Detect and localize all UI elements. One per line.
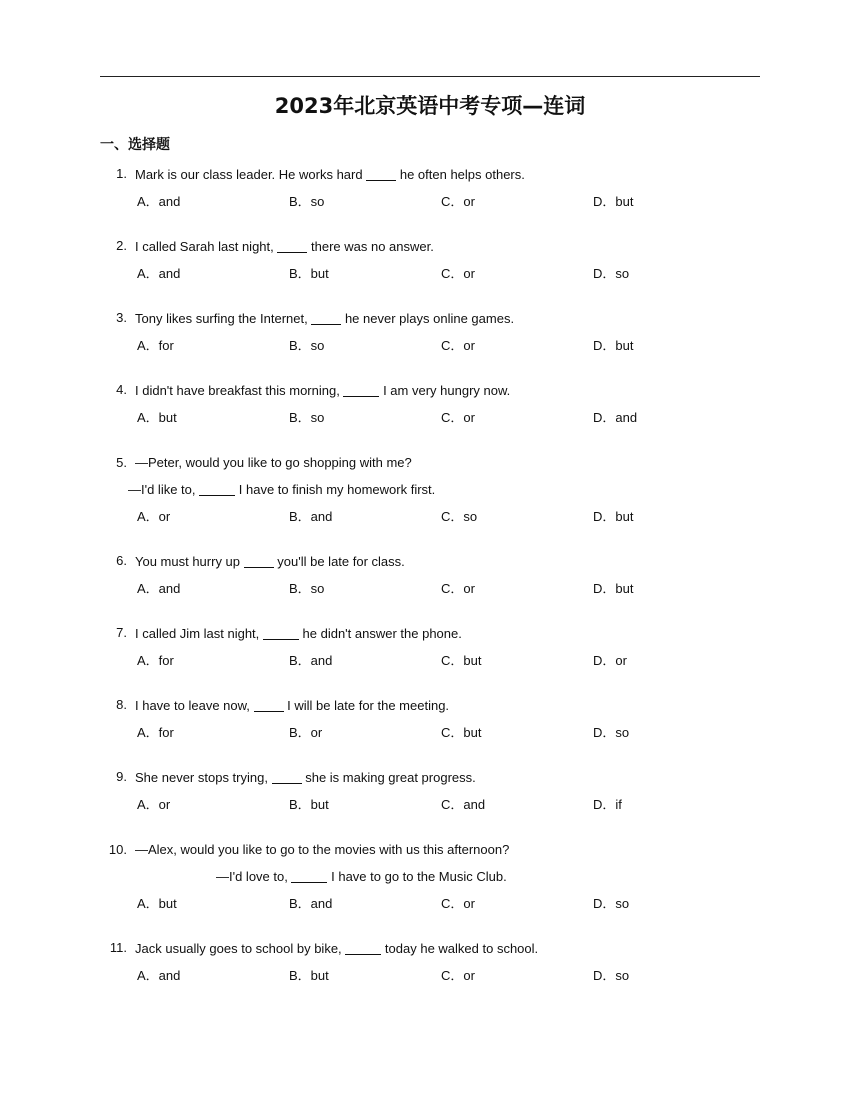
option-b[interactable]: B．but (289, 266, 329, 281)
answer-blank (199, 481, 235, 496)
option-d[interactable]: D．so (593, 266, 630, 281)
question-stem (135, 697, 449, 713)
stem-text: You must hurry up (135, 554, 241, 569)
question-number: 6. (116, 553, 127, 568)
option-a[interactable]: A．but (137, 410, 177, 425)
question-number: 3. (116, 310, 127, 325)
stem-text: I have to go to the Music Club. (331, 869, 507, 884)
answer-blank (263, 625, 299, 640)
option-c[interactable]: C．and (441, 797, 486, 812)
stem-text: he often helps others. (399, 167, 525, 182)
option-c[interactable]: C．or (441, 338, 475, 353)
answer-blank (366, 166, 396, 181)
question-number: 2. (116, 238, 127, 253)
stem-text: I have to finish my homework first. (238, 482, 436, 497)
question-stem (135, 940, 538, 956)
question-number: 9. (116, 769, 127, 784)
question-stem (128, 481, 435, 497)
stem-text: —I'd love to, (216, 869, 288, 884)
option-c[interactable]: C．or (441, 968, 475, 983)
question-number: 1. (116, 166, 127, 181)
answer-blank (254, 697, 284, 712)
header-rule (100, 76, 760, 77)
answer-blank (343, 382, 379, 397)
stem-text: Jack usually goes to school by bike, (135, 941, 342, 956)
option-b[interactable]: B．so (289, 410, 325, 425)
answer-blank (272, 769, 302, 784)
option-c[interactable]: C．or (441, 581, 475, 596)
option-a[interactable]: A．for (137, 653, 174, 668)
option-c[interactable]: C．but (441, 725, 482, 740)
stem-text: today he walked to school. (384, 941, 539, 956)
stem-text: —Peter, would you like to go shopping with me? (135, 455, 412, 470)
question-stem (135, 166, 525, 182)
stem-text: She never stops trying, (135, 770, 268, 785)
option-d[interactable]: D．so (593, 968, 630, 983)
question-stem (135, 310, 514, 326)
section-heading: 一、选择题 (100, 137, 170, 153)
answer-blank (345, 940, 381, 955)
stem-text: —I'd like to, (128, 482, 196, 497)
question-number: 10. (108, 842, 127, 857)
option-d[interactable]: D．but (593, 581, 634, 596)
option-d[interactable]: D．but (593, 194, 634, 209)
option-a[interactable]: A．and (137, 581, 181, 596)
option-a[interactable]: A．for (137, 338, 174, 353)
question-stem (135, 553, 405, 569)
option-a[interactable]: A．or (137, 509, 171, 524)
option-b[interactable]: B．and (289, 653, 333, 668)
option-b[interactable]: B．so (289, 338, 325, 353)
question-stem (135, 625, 462, 641)
stem-text: Tony likes surfing the Internet, (135, 311, 308, 326)
question-number: 4. (116, 382, 127, 397)
option-a[interactable]: A．for (137, 725, 174, 740)
option-c[interactable]: C．so (441, 509, 478, 524)
option-a[interactable]: A．but (137, 896, 177, 911)
answer-blank (244, 553, 274, 568)
stem-text: I didn't have breakfast this morning, (135, 383, 340, 398)
option-d[interactable]: D．and (593, 410, 638, 425)
stem-text: I will be late for the meeting. (287, 698, 450, 713)
option-b[interactable]: B．or (289, 725, 323, 740)
answer-blank (277, 238, 307, 253)
question-number: 7. (116, 625, 127, 640)
question-stem (216, 868, 507, 884)
option-c[interactable]: C．but (441, 653, 482, 668)
option-d[interactable]: D．but (593, 338, 634, 353)
page-title: 2023年北京英语中考专项—连词 (274, 94, 586, 118)
option-b[interactable]: B．so (289, 194, 325, 209)
option-c[interactable]: C．or (441, 266, 475, 281)
stem-text: I have to leave now, (135, 698, 250, 713)
question-stem (135, 842, 509, 857)
option-d[interactable]: D．but (593, 509, 634, 524)
question-number: 8. (116, 697, 127, 712)
option-a[interactable]: A．and (137, 266, 181, 281)
stem-text: she is making great progress. (305, 770, 476, 785)
option-b[interactable]: B．but (289, 968, 329, 983)
question-number: 5. (116, 455, 127, 470)
stem-text: I called Sarah last night, (135, 239, 274, 254)
option-b[interactable]: B．and (289, 896, 333, 911)
question-stem (135, 769, 476, 785)
stem-text: he never plays online games. (344, 311, 515, 326)
option-c[interactable]: C．or (441, 194, 475, 209)
option-c[interactable]: C．or (441, 410, 475, 425)
question-stem (135, 238, 434, 254)
option-d[interactable]: D．or (593, 653, 627, 668)
stem-text: Mark is our class leader. He works hard (135, 167, 363, 182)
option-a[interactable]: A．or (137, 797, 171, 812)
option-d[interactable]: D．so (593, 725, 630, 740)
option-b[interactable]: B．so (289, 581, 325, 596)
question-stem (135, 382, 510, 398)
option-d[interactable]: D．so (593, 896, 630, 911)
option-c[interactable]: C．or (441, 896, 475, 911)
stem-text: he didn't answer the phone. (302, 626, 462, 641)
stem-text: you'll be late for class. (277, 554, 405, 569)
answer-blank (311, 310, 341, 325)
option-a[interactable]: A．and (137, 194, 181, 209)
question-number: 11. (109, 940, 127, 955)
stem-text: I am very hungry now. (383, 383, 511, 398)
option-d[interactable]: D．if (593, 797, 622, 812)
stem-text: I called Jim last night, (135, 626, 260, 641)
answer-blank (291, 868, 327, 883)
option-a[interactable]: A．and (137, 968, 181, 983)
question-stem (135, 455, 412, 470)
option-b[interactable]: B．and (289, 509, 333, 524)
stem-text: there was no answer. (311, 239, 434, 254)
option-b[interactable]: B．but (289, 797, 329, 812)
stem-text: —Alex, would you like to go to the movies with us this afternoon? (135, 842, 510, 857)
